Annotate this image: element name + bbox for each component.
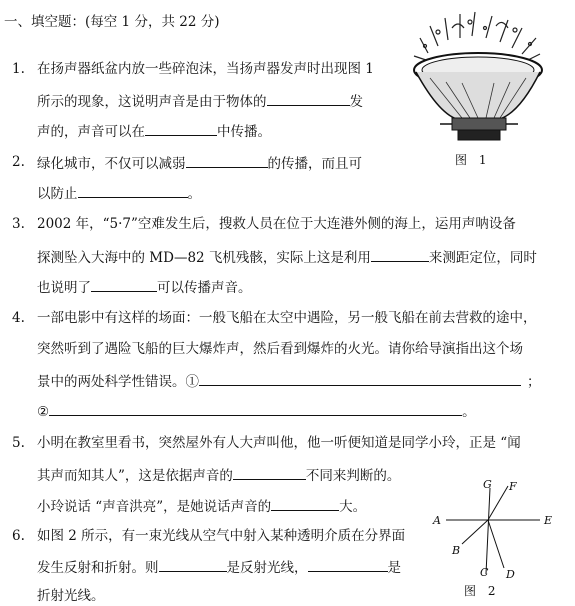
figure-1-caption: 图 1 [455, 153, 491, 167]
question-text: 所示的现象，这说明声音是由于物体的 发 [37, 91, 363, 111]
question-number: 5. [12, 435, 25, 451]
ray-diagram [428, 478, 558, 588]
figure-2-caption: 图 2 [464, 584, 500, 598]
question-text: 2002 年，“5·7”空难发生后，搜救人员在位于大连港外侧的海上，运用声呐设备 [37, 216, 516, 232]
question-text: 如图 2 所示，有一束光线从空气中射入某种透明介质在分界面 [37, 528, 406, 544]
answer-blank[interactable] [271, 496, 339, 511]
question-text: 突然听到了遇险飞船的巨大爆炸声，然后看到爆炸的火光。请你给导演指出这个场 [37, 341, 523, 357]
question-text: 小玲说话 “声音洪亮”，是她说话声音的 大。 [37, 496, 366, 516]
question-text: 一部电影中有这样的场面：一般飞船在太空中遇险，另一般飞船在前去营救的途中， [37, 310, 537, 326]
question-number: 1. [12, 61, 25, 77]
answer-blank[interactable] [91, 277, 157, 292]
label-f: F [509, 480, 517, 493]
question-text: 发生反射和折射。则 是反射光线， 是 [37, 557, 401, 577]
answer-blank[interactable] [145, 121, 217, 136]
question-text: 在扬声器纸盆内放一些碎泡沫，当扬声器发声时出现图 1 [37, 61, 374, 77]
label-g: G [483, 478, 492, 491]
question-text: 探测坠入大海中的 MD—82 飞机残骸，实际上这是利用 来测距定位，同时 [37, 247, 537, 267]
section-header: 一、填空题：(每空 1 分，共 22 分) [4, 14, 220, 30]
answer-blank[interactable] [186, 153, 268, 168]
answer-blank[interactable] [49, 401, 462, 416]
question-number: 2. [12, 154, 25, 170]
question-text: ② 。 [37, 401, 476, 421]
label-d: D [506, 568, 515, 581]
answer-blank[interactable] [159, 557, 227, 572]
answer-blank[interactable] [199, 371, 521, 386]
speaker-illustration [400, 8, 565, 148]
figure-2 [428, 478, 558, 606]
figure-1 [400, 8, 565, 168]
answer-blank[interactable] [267, 91, 350, 106]
question-text: 绿化城市，不仅可以减弱 的传播，而且可 [37, 153, 362, 173]
question-text: 小明在教室里看书，突然屋外有人大声叫他，他一听便知道是同学小玲，正是 “闻 [37, 435, 521, 451]
question-text: 折射光线。 [37, 588, 105, 604]
answer-blank[interactable] [78, 183, 188, 198]
question-number: 3. [12, 216, 25, 232]
question-text: 以防止 。 [37, 183, 201, 203]
label-b: B [452, 544, 461, 557]
answer-blank[interactable] [308, 557, 388, 572]
answer-blank[interactable] [233, 465, 306, 480]
question-text: 景中的两处科学性错误。① ； [37, 371, 541, 391]
question-text: 其声而知其人”，这是依据声音的 不同来判断的。 [37, 465, 400, 485]
label-c: C [480, 566, 489, 579]
question-number: 6. [12, 528, 25, 544]
question-number: 4. [12, 310, 25, 326]
answer-blank[interactable] [371, 247, 429, 262]
question-text: 也说明了 可以传播声音。 [37, 277, 252, 297]
question-text: 声的，声音可以在 中传播。 [37, 121, 271, 141]
label-e: E [544, 514, 553, 527]
label-a: A [433, 514, 441, 527]
